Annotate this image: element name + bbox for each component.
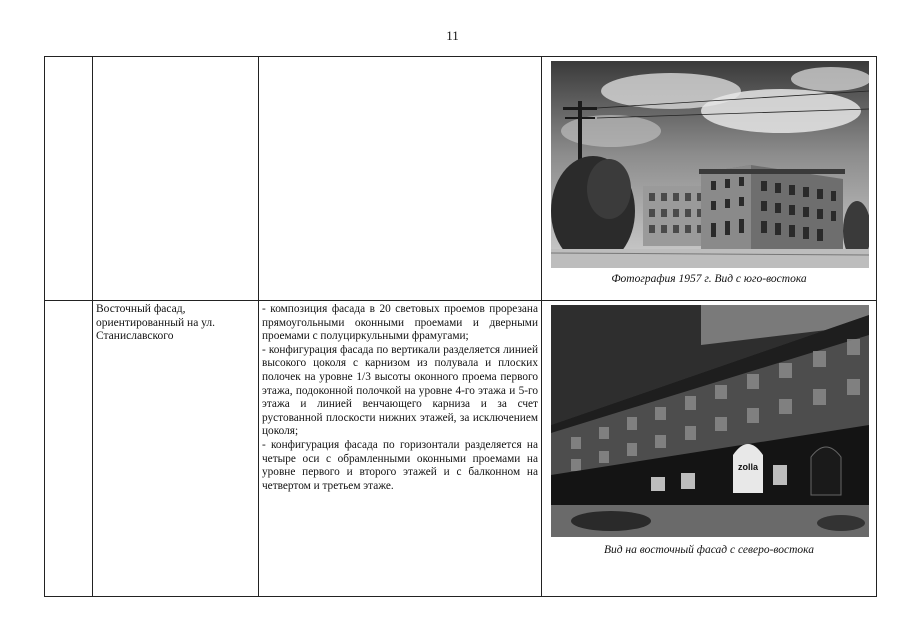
table-row — [45, 57, 877, 301]
photo-caption: Фотография 1957 г. Вид с юго-востока — [611, 273, 807, 285]
element-name: Восточный фасад, ориентированный на ул. Станиславского — [96, 303, 216, 342]
modern-facade-photo — [551, 305, 869, 537]
description-cell — [259, 301, 542, 597]
shop-sign-text: zolla — [737, 462, 759, 472]
description-item: - композиция фасада в 20 световых проемов прорезана прямоугольными оконными проемами и дверными проемами с полуциркульными фрамугами; — [262, 303, 538, 343]
photo-cell — [542, 301, 877, 597]
monument-facade-table — [44, 56, 877, 597]
element-name-cell — [93, 301, 259, 597]
facade-description — [259, 301, 541, 493]
table-row — [45, 301, 877, 597]
element-name — [93, 57, 258, 61]
index-cell — [45, 57, 93, 301]
page-number: 11 — [446, 28, 459, 43]
index-cell — [45, 301, 93, 597]
description-cell — [259, 57, 542, 301]
photo-cell — [542, 57, 877, 301]
photo-caption: Вид на восточный фасад с северо-востока — [603, 544, 815, 556]
description-item: - конфигурация фасада по вертикали разделяется линией высокого цоколя с карнизом из полувала и плоских полочек на уровне 1/3 высоты оконного проема первого этажа, подоконной полочкой на уровне 4-го этажа и 5-го этажа и линией венчающего карниза и за счет рустованной плоскости нижних этажей, за исключением цоколя; — [262, 343, 538, 438]
historic-photo-1957 — [551, 61, 869, 268]
element-name-cell — [93, 57, 259, 301]
description-item: - конфигурация фасада по горизонтали разделяется на четыре оси с обрамленными оконными проемами на уровне первого и второго этажей и с балконном на четвертом и третьем этаже. — [262, 438, 538, 492]
